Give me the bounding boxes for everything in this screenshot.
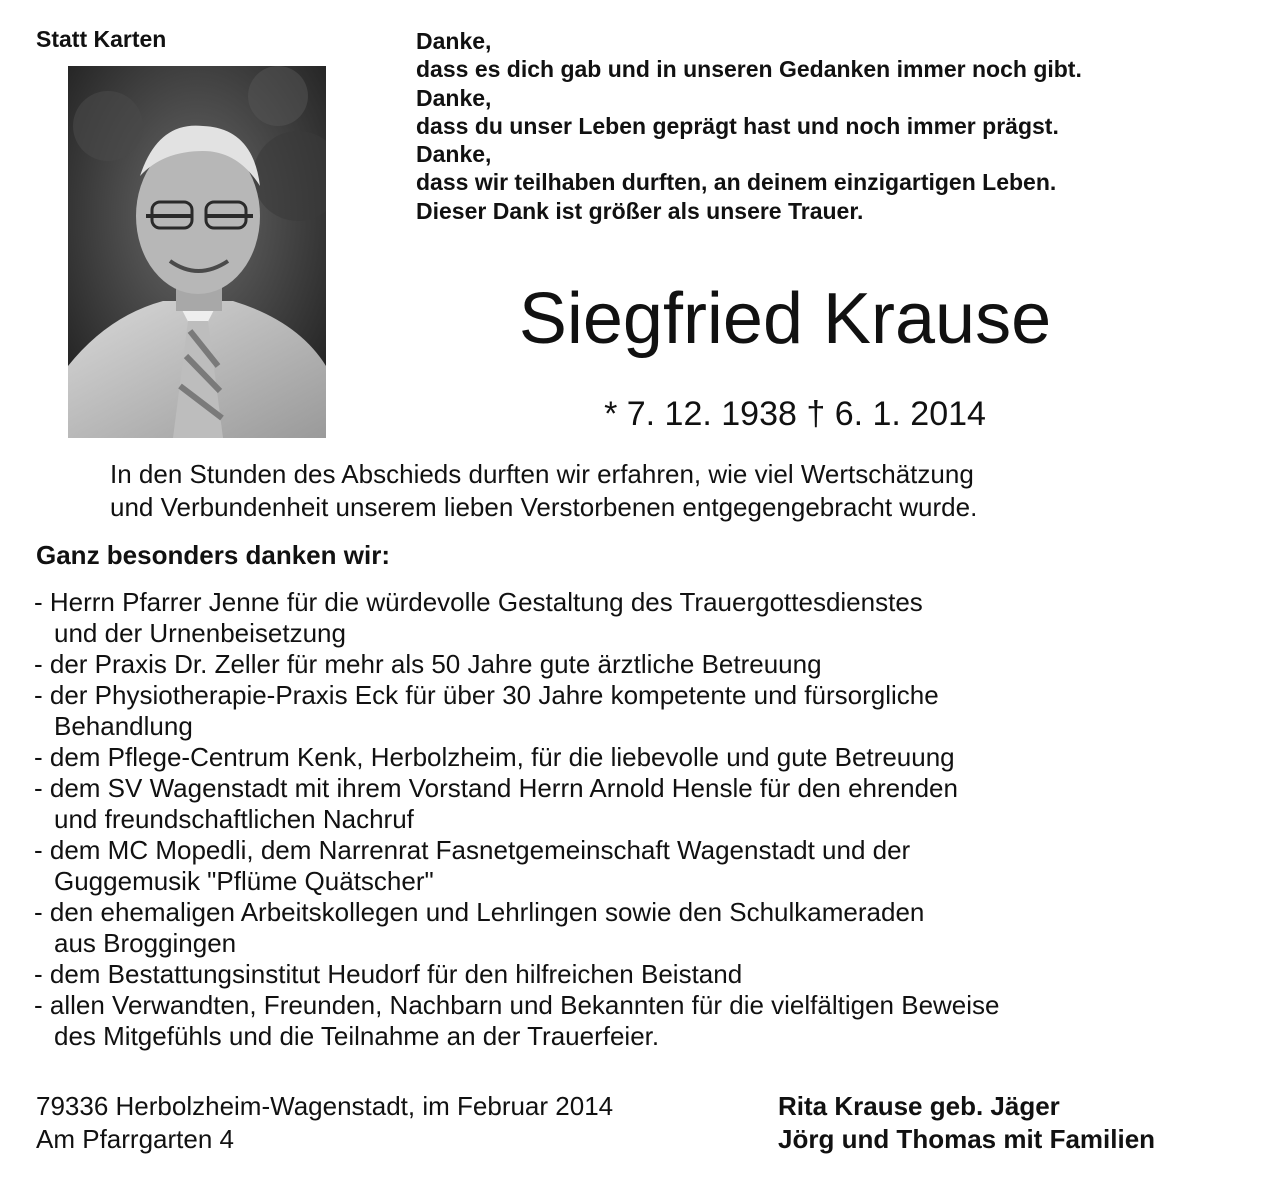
thanks-item-line: - dem SV Wagenstadt mit ihrem Vorstand Herrn Arnold Hensle für den ehrenden xyxy=(34,773,958,803)
poem-line: Dieser Dank ist größer als unsere Trauer. xyxy=(416,197,864,224)
place-date-block xyxy=(36,1090,613,1156)
poem-line: dass wir teilhaben durften, an deinem einzigartigen Leben. xyxy=(416,169,1057,196)
place-date: 79336 Herbolzheim-Wagenstadt, im Februar 2014 xyxy=(36,1091,614,1121)
portrait-illustration xyxy=(68,66,326,438)
thanks-item-line: - der Physiotherapie-Praxis Eck für über 30 Jahre kompetente und fürsorgliche xyxy=(34,680,939,710)
thanks-item-line: - allen Verwandten, Freunden, Nachbarn und Bekannten für die vielfältigen Beweise xyxy=(34,990,1000,1020)
deceased-name: Siegfried Krause xyxy=(518,279,1052,359)
thanks-item xyxy=(34,990,1000,1052)
thanks-item-continuation: und freundschaftlichen Nachruf xyxy=(54,804,414,834)
thanks-item-line: - Herrn Pfarrer Jenne für die würdevolle Gestaltung des Trauergottesdienstes xyxy=(34,587,923,617)
poem-block xyxy=(416,27,1082,225)
signature-line: Rita Krause geb. Jäger xyxy=(778,1091,1060,1121)
thanks-item-continuation: Guggemusik "Pflüme Quätscher" xyxy=(54,866,434,896)
poem-line: dass du unser Leben geprägt hast und noch immer prägst. xyxy=(416,112,1059,139)
intro-line: In den Stunden des Abschieds durften wir erfahren, wie viel Wertschätzung xyxy=(110,459,974,489)
thanks-item xyxy=(34,897,1000,959)
thanks-item-continuation: und der Urnenbeisetzung xyxy=(54,618,346,648)
thanks-item-line: - dem Pflege-Centrum Kenk, Herbolzheim, für die liebevolle und gute Betreuung xyxy=(34,742,955,772)
intro-line: und Verbundenheit unserem lieben Verstorbenen entgegengebracht wurde. xyxy=(110,492,978,522)
poem-line: Danke, xyxy=(416,28,492,54)
thanks-item xyxy=(34,680,1000,742)
poem-line: dass es dich gab und in unseren Gedanken immer noch gibt. xyxy=(416,56,1082,83)
thanks-item-continuation: aus Broggingen xyxy=(54,928,237,958)
thanks-item-line: - der Praxis Dr. Zeller für mehr als 50 Jahre gute ärztliche Betreuung xyxy=(34,649,822,679)
thanks-item xyxy=(34,773,1000,835)
poem-line: Danke, xyxy=(416,141,492,168)
life-dates: * 7. 12. 1938 † 6. 1. 2014 xyxy=(604,395,986,433)
thanks-item xyxy=(34,959,1000,990)
thanks-item xyxy=(34,742,1000,773)
thanks-item xyxy=(34,649,1000,680)
thanks-item xyxy=(34,587,1000,649)
header-label: Statt Karten xyxy=(36,26,167,52)
thanks-list xyxy=(34,587,1000,1052)
thanks-item-line: - dem Bestattungsinstitut Heudorf für den hilfreichen Beistand xyxy=(34,959,743,989)
poem-line: Danke, xyxy=(416,84,492,111)
thanks-item-continuation: des Mitgefühls und die Teilnahme an der Trauerfeier. xyxy=(54,1021,660,1051)
thanks-heading: Ganz besonders danken wir: xyxy=(36,540,390,570)
intro-paragraph xyxy=(110,458,977,524)
signature-line: Jörg und Thomas mit Familien xyxy=(778,1124,1156,1154)
thanks-item xyxy=(34,835,1000,897)
address: Am Pfarrgarten 4 xyxy=(36,1124,234,1154)
signatures-block xyxy=(778,1090,1155,1156)
thanks-item-line: - den ehemaligen Arbeitskollegen und Lehrlingen sowie den Schulkameraden xyxy=(34,897,925,927)
portrait-photo xyxy=(68,66,326,438)
thanks-item-line: - dem MC Mopedli, dem Narrenrat Fasnetgemeinschaft Wagenstadt und der xyxy=(34,835,911,865)
thanks-item-continuation: Behandlung xyxy=(54,711,193,741)
